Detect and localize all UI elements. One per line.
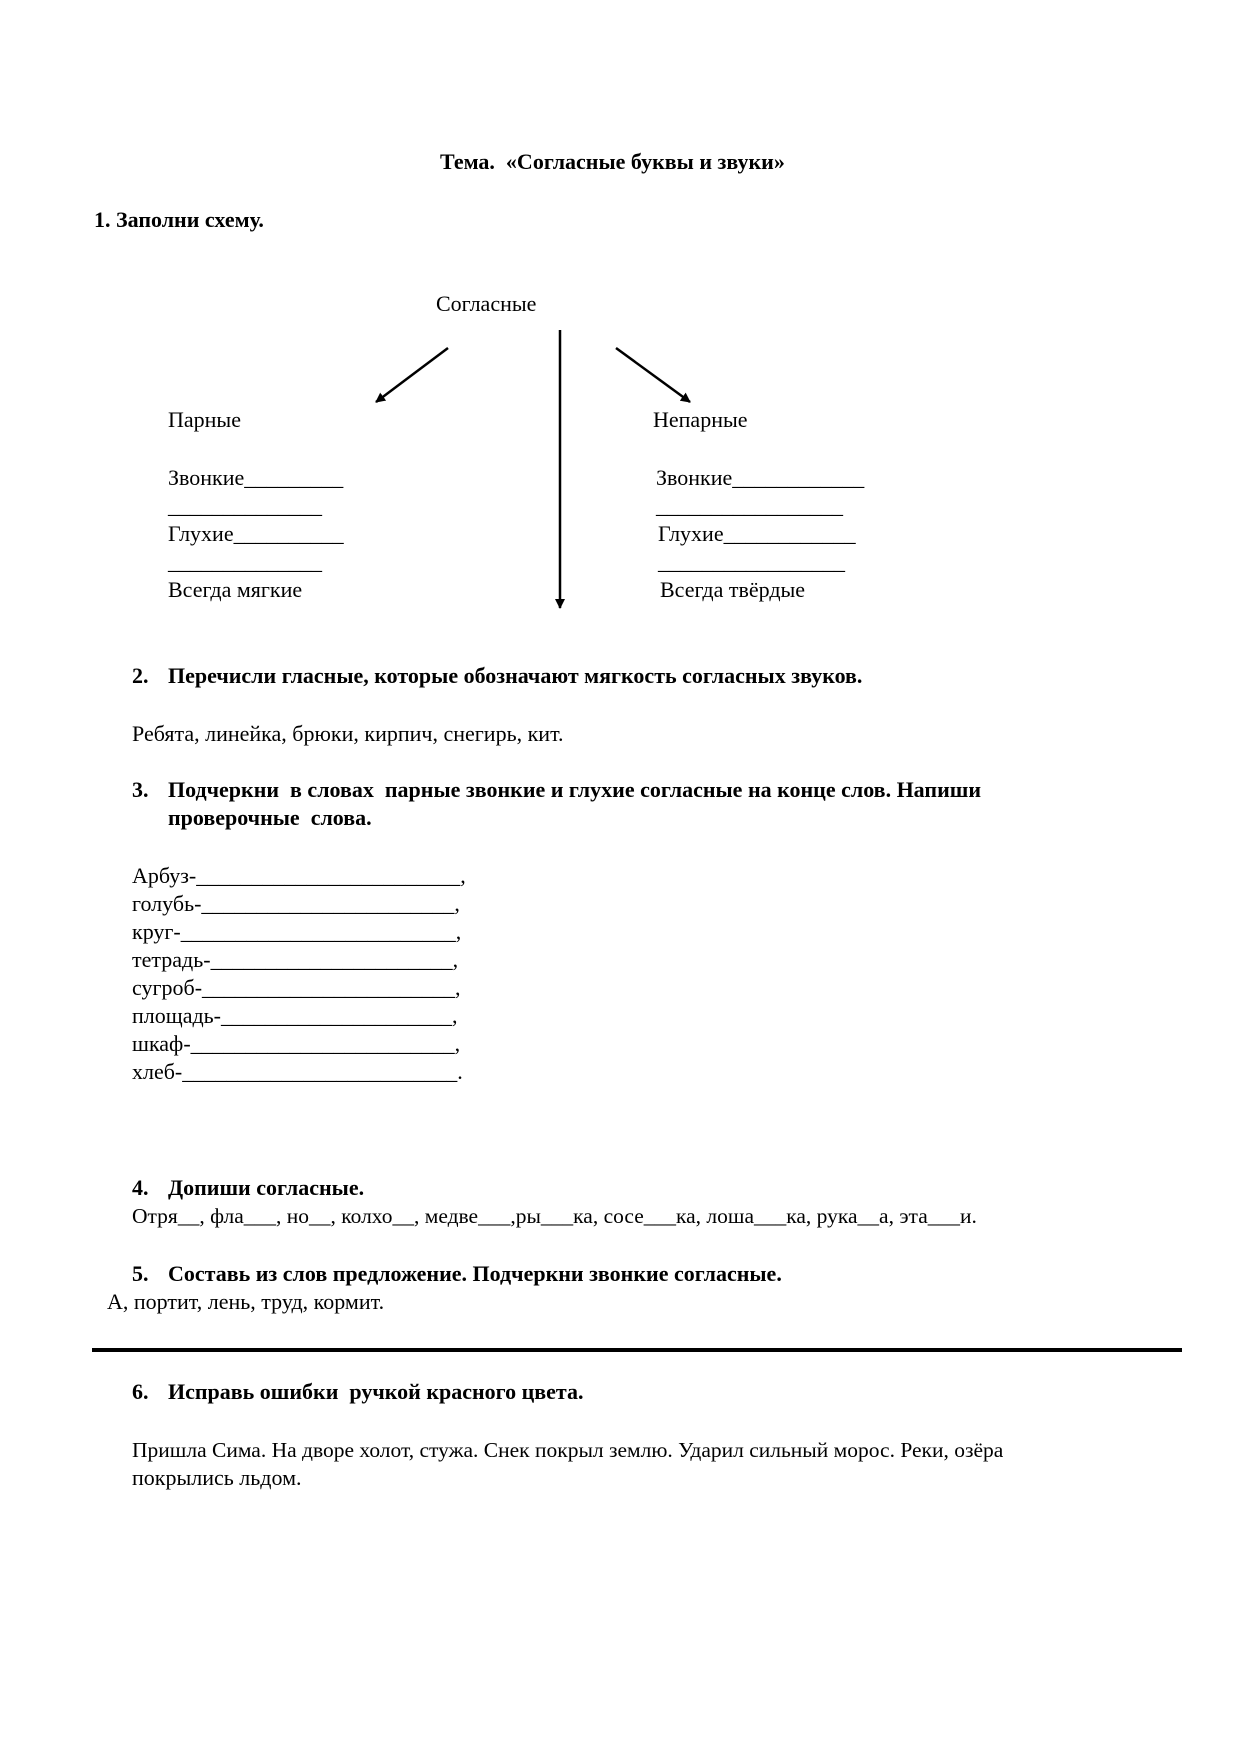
page-title: Тема. «Согласные буквы и звуки»	[440, 149, 785, 174]
always-hard-label: Всегда твёрдые	[660, 577, 806, 602]
task4-heading: Допиши согласные.	[168, 1175, 365, 1200]
list-item: Арбуз-________________________,	[132, 863, 466, 888]
paired-voiced-line: Звонкие_________	[168, 465, 344, 490]
task6-text: Пришла Сима. На дворе холот, стужа. Снек покрыл землю. Ударил сильный морос. Реки, озёра	[132, 1438, 1004, 1462]
task3-heading: Подчеркни в словах парные звонкие и глухие согласные на конце слов. Напиши	[168, 777, 981, 802]
unpaired-blank-line: _________________	[656, 493, 843, 518]
task1-heading: 1. Заполни схему.	[94, 207, 264, 232]
task3-number: 3.	[132, 777, 149, 802]
task4-number: 4.	[132, 1175, 149, 1200]
paired-blank-line: ______________	[168, 493, 322, 518]
task6-heading: Исправь ошибки ручкой красного цвета.	[168, 1379, 584, 1404]
unpaired-voiced-line: Звонкие____________	[656, 465, 865, 490]
paired-voiceless-line: Глухие__________	[168, 521, 344, 546]
list-item: тетрадь-______________________,	[132, 947, 459, 972]
task4-words: Отря__, фла___, но__, колхо__, медве___,ры___ка, сосе___ка, лоша___ка, рука__а, эта___и.	[132, 1204, 977, 1228]
paired-heading: Парные	[168, 407, 241, 432]
list-item: голубь-_______________________,	[132, 891, 460, 916]
divider	[92, 1348, 1182, 1352]
list-item: шкаф-________________________,	[132, 1031, 461, 1056]
task2-number: 2.	[132, 663, 149, 688]
list-item: хлеб-_________________________.	[132, 1059, 463, 1084]
paired-blank-line: ______________	[168, 549, 322, 574]
task5-heading: Составь из слов предложение. Подчеркни звонкие согласные.	[168, 1261, 782, 1286]
task3-heading-cont: проверочные слова.	[168, 805, 372, 830]
unpaired-blank-line: _________________	[658, 549, 845, 574]
task5-number: 5.	[132, 1261, 149, 1286]
list-item: площадь-_____________________,	[132, 1003, 458, 1028]
arrow-to-paired	[376, 348, 448, 402]
task2-words: Ребята, линейка, брюки, кирпич, снегирь, кит.	[132, 721, 564, 746]
arrow-to-unpaired	[616, 348, 690, 402]
task5-words: А, портит, лень, труд, кормит.	[107, 1289, 385, 1314]
unpaired-heading: Непарные	[653, 407, 748, 432]
list-item: сугроб-_______________________,	[132, 975, 461, 1000]
task2-heading: Перечисли гласные, которые обозначают мягкость согласных звуков.	[168, 663, 863, 688]
task6-number: 6.	[132, 1379, 149, 1404]
unpaired-voiceless-line: Глухие____________	[658, 521, 856, 546]
scheme-root-label: Согласные	[436, 291, 537, 316]
list-item: круг-_________________________,	[132, 919, 462, 944]
task6-text-cont: покрылись льдом.	[132, 1465, 302, 1490]
always-soft-label: Всегда мягкие	[168, 577, 303, 602]
